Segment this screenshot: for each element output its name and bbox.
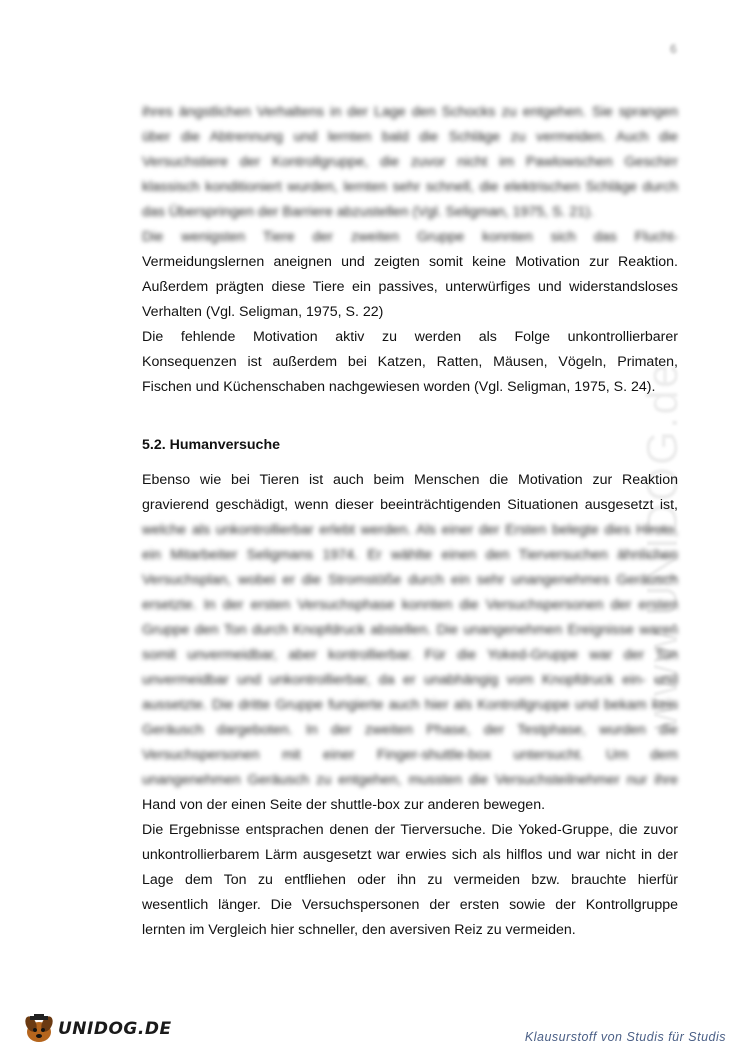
text-line: Lage dem Ton zu entfliehen oder ihn zu vermeiden bzw. brauchte hierfür xyxy=(142,872,678,888)
text-line: Gruppe den Ton durch Knopfdruck abstellen. Die unangenehmen Ereignisse waren xyxy=(142,622,678,638)
text-line: das Überspringen der Barriere abzustellen (Vgl. Seligman, 1975, S. 21). xyxy=(142,204,594,220)
logo-wordmark: UNIDOG.DE xyxy=(58,1019,172,1039)
document-body xyxy=(142,100,678,943)
text-line: aussetzte. Die dritte Gruppe fungierte auch hier als Kontrollgruppe und bekam kein xyxy=(142,697,678,713)
text-line: Die wenigsten Tiere der zweiten Gruppe konnten sich das Flucht- xyxy=(142,229,678,245)
text-line: Hand von der einen Seite der shuttle-box zur anderen bewegen. xyxy=(142,797,546,813)
footer-slogan: Klausurstoff von Studis für Studis xyxy=(524,1030,726,1044)
text-line: Versuchspersonen mit einer Finger-shuttle-box untersucht. Um dem xyxy=(142,747,678,763)
text-line: ihres ängstlichen Verhaltens in der Lage den Schocks zu entgehen. Sie sprangen xyxy=(142,104,678,120)
footer-logo xyxy=(22,1014,172,1044)
text-line: klassisch konditioniert wurden, lernten sehr schnell, die elektrischen Schläge durch xyxy=(142,179,678,195)
text-line: über die Abtrennung und lernten bald die Schläge zu vermeiden. Auch die xyxy=(142,129,678,145)
text-line: Verhalten (Vgl. Seligman, 1975, S. 22) xyxy=(142,304,384,320)
text-line: wesentlich länger. Die Versuchspersonen der ersten sowie der Kontrollgruppe xyxy=(142,897,678,913)
paragraph-block-bottom xyxy=(142,468,678,943)
text-line: Ebenso wie bei Tieren ist auch beim Menschen die Motivation zur Reaktion xyxy=(142,472,678,488)
page-number: 6 xyxy=(670,42,677,56)
text-line: unangenehmen Geräusch zu entgehen, mussten die Versuchsteilnehmer nur ihre xyxy=(142,772,678,788)
text-line: lernten im Vergleich hier schneller, den aversiven Reiz zu vermeiden. xyxy=(142,922,576,938)
text-line: Die Ergebnisse entsprachen denen der Tierversuche. Die Yoked-Gruppe, die zuvor xyxy=(142,822,678,838)
text-line: unvermeidbar und unkontrollierbar, da er unabhängig vom Knopfdruck ein- und xyxy=(142,672,678,688)
text-line: Versuchstiere der Kontrollgruppe, die zuvor nicht im Pawlowschen Geschirr xyxy=(142,154,678,170)
text-line: somit unvermeidbar, aber kontrollierbar. Für die Yoked-Gruppe war der Ton xyxy=(142,647,678,663)
text-line: unkontrollierbarem Lärm ausgesetzt war erwies sich als hilflos und war nicht in der xyxy=(142,847,678,863)
watermark: www.UNIDOG.de xyxy=(638,361,687,730)
text-line: gravierend geschädigt, wenn dieser beeinträchtigenden Situationen ausgesetzt ist, xyxy=(142,497,678,513)
text-line: Konsequenzen ist außerdem bei Katzen, Ratten, Mäusen, Vögeln, Primaten, xyxy=(142,354,678,370)
text-line: Geräusch dargeboten. In der zweiten Phase, der Testphase, wurden die xyxy=(142,722,678,738)
text-line: Die fehlende Motivation aktiv zu werden als Folge unkontrollierbarer xyxy=(142,329,678,345)
text-line: Fischen und Küchenschaben nachgewiesen worden (Vgl. Seligman, 1975, S. 24). xyxy=(142,379,656,395)
text-line: Versuchsplan, wobei er die Stromstöße durch ein sehr unangenehmes Geräusch xyxy=(142,572,678,588)
text-line: ersetzte. In der ersten Versuchsphase konnten die Versuchspersonen der ersten xyxy=(142,597,678,613)
text-line: Vermeidungslernen aneignen und zeigten somit keine Motivation zur Reaktion. xyxy=(142,254,678,270)
text-line: Außerdem prägten diese Tiere ein passives, unterwürfiges und widerstandsloses xyxy=(142,279,678,295)
text-line: ein Mitarbeiter Seligmans 1974. Er wählte einen den Tierversuchen ähnlichen xyxy=(142,547,678,563)
section-heading: 5.2. Humanversuche xyxy=(142,437,280,453)
dog-logo-icon xyxy=(22,1014,56,1044)
paragraph-block-top xyxy=(142,100,678,400)
text-line: welche als unkontrollierbar erlebt werden. Als einer der Ersten belegte dies Hiroto, xyxy=(142,522,678,538)
